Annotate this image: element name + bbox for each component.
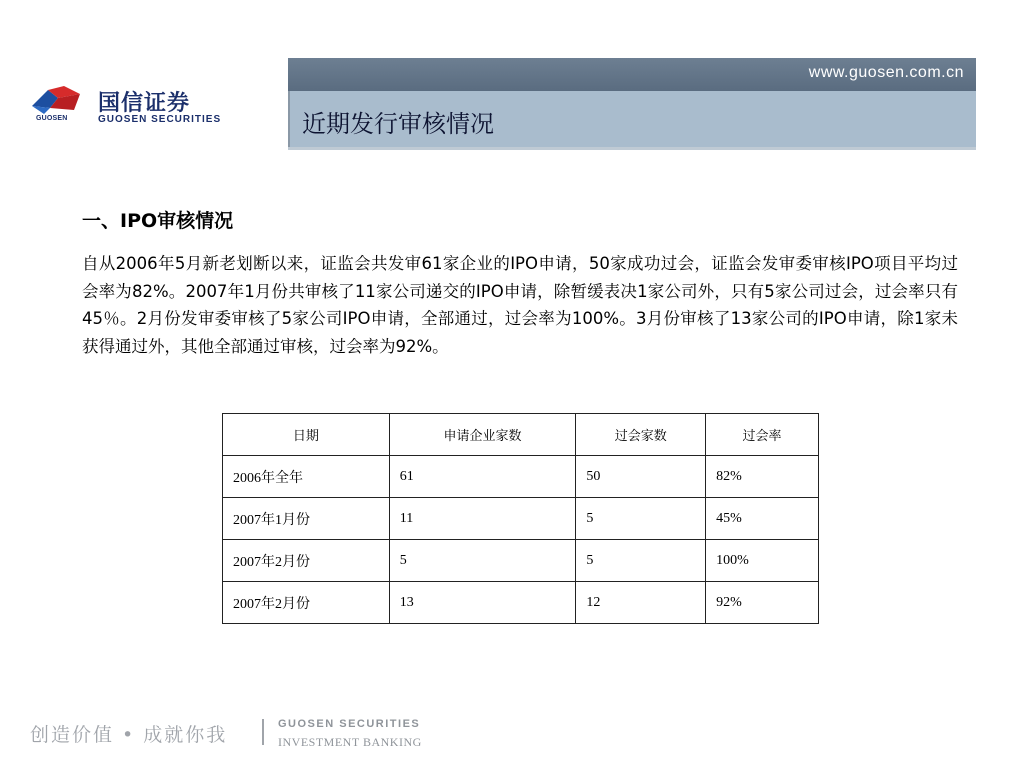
- table-cell: 11: [389, 498, 576, 540]
- table-cell: 13: [389, 582, 576, 624]
- column-header: 过会率: [706, 414, 819, 456]
- table-cell: 92%: [706, 582, 819, 624]
- slide-title: 近期发行审核情况: [302, 110, 494, 138]
- table-header-row: [223, 414, 819, 456]
- table-cell: 12: [576, 582, 706, 624]
- footer-company: GUOSEN SECURITIES: [278, 718, 421, 730]
- table-row: [223, 456, 819, 498]
- header-banner: [288, 58, 976, 154]
- footer-divider: [262, 719, 264, 745]
- column-header: 申请企业家数: [389, 414, 576, 456]
- body-paragraph: 自从2006年5月新老划断以来，证监会共发审61家企业的IPO申请，50家成功过会，证监会发审委审核IPO项目平均过会率为82%。2007年1月份共审核了11家公司递交的IPO申请，除暂缓表决1家公司外，只有5家公司过会，过会率只有45％。2月份发审委审核了5家公司IPO申请，全部通过，过会率为100%。3月份审核了13家公司的IPO申请，除1家未获得通过外，其他全部通过审核，过会率为92%。: [82, 254, 958, 356]
- logo-name-en: GUOSEN SECURITIES: [98, 114, 222, 125]
- footer: [30, 715, 490, 755]
- logo-mark-text: GUOSEN: [36, 115, 68, 122]
- table-cell: 2007年2月份: [223, 582, 390, 624]
- table-row: [223, 498, 819, 540]
- guosen-logo: [30, 84, 230, 126]
- logo-name-cn: 国信证券: [98, 91, 191, 116]
- table-cell: 50: [576, 456, 706, 498]
- ipo-review-table: [222, 413, 819, 624]
- table-cell: 2007年2月份: [223, 540, 390, 582]
- table-cell: 100%: [706, 540, 819, 582]
- table-cell: 45%: [706, 498, 819, 540]
- banner-top-bar: [288, 58, 976, 91]
- table-cell: 5: [389, 540, 576, 582]
- table-cell: 82%: [706, 456, 819, 498]
- table-row: [223, 540, 819, 582]
- section-heading: 一、IPO审核情况: [82, 210, 234, 232]
- table-cell: 5: [576, 498, 706, 540]
- column-header: 日期: [223, 414, 390, 456]
- footer-division: INVESTMENT BANKING: [278, 735, 422, 749]
- table-cell: 2007年1月份: [223, 498, 390, 540]
- banner-divider: [288, 147, 976, 150]
- table-cell: 5: [576, 540, 706, 582]
- banner-title-bar: [288, 91, 976, 147]
- column-header: 过会家数: [576, 414, 706, 456]
- footer-slogan: 创造价值 • 成就你我: [30, 724, 228, 746]
- table-cell: 2006年全年: [223, 456, 390, 498]
- table-row: [223, 582, 819, 624]
- table-cell: 61: [389, 456, 576, 498]
- website-url: www.guosen.com.cn: [808, 64, 964, 81]
